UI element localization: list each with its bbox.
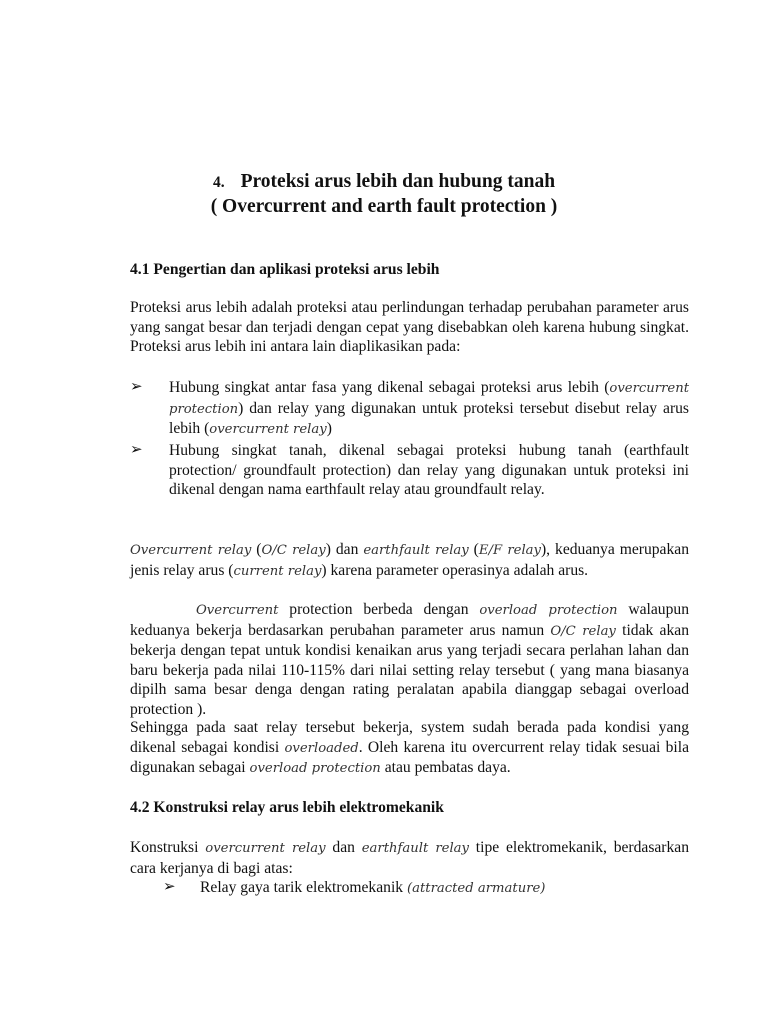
chapter-title-text: Proteksi arus lebih dan hubung tanah <box>240 171 556 192</box>
overloaded-paragraph: Sehingga pada saat relay tersebut bekerja, system sudah berada pada kondisi yang dikenal sebagai kondisi overloaded. Oleh karena itu overcurrent relay tidak sesuai bila digunakan sebagai overload protection atau pembatas daya. <box>130 719 690 777</box>
relay-types-paragraph: Overcurrent relay (O/C relay) dan earthfault relay (E/F relay), keduanya merupakan jenis relay arus (current relay) karena parameter operasinya adalah arus. <box>130 541 689 579</box>
arrow-bullet-icon: ➢ <box>130 379 143 395</box>
chapter-subtitle: ( Overcurrent and earth fault protection ) <box>210 196 558 217</box>
section-heading-4-2: 4.2 Konstruksi relay arus lebih elektromekanik <box>130 799 444 816</box>
bullet-item-2 <box>130 441 689 500</box>
bullet-item-text: Relay gaya tarik elektromekanik (attracted armature) <box>200 879 546 896</box>
chapter-title <box>0 171 768 194</box>
bullet-item-3 <box>163 878 663 899</box>
overload-comparison-paragraph: Overcurrent protection berbeda dengan overload protection walaupun keduanya bekerja berdasarkan perubahan parameter arus namun O/C relay tidak akan bekerja dengan tepat untuk kondisi kenaikan arus yang terjadi secara perlahan lahan dan baru bekerja pada nilai 110-115% dari nilai setting relay tersebut ( yang mana biasanya dipilh sama besar denga dengan rating peralatan apabila dianggap sebagai overload protection ). <box>130 601 689 718</box>
arrow-bullet-icon: ➢ <box>130 442 143 458</box>
arrow-bullet-icon: ➢ <box>163 879 176 895</box>
section-heading-4-1: 4.1 Pengertian dan aplikasi proteksi arus lebih <box>130 261 440 278</box>
intro-paragraph: Proteksi arus lebih adalah proteksi atau perlindungan terhadap perubahan parameter arus yang sangat besar dan terjadi dengan cepat yang disebabkan oleh karena hubung singkat. Proteksi arus lebih ini antara lain diaplikasikan pada: <box>130 299 689 356</box>
construction-paragraph: Konstruksi overcurrent relay dan earthfault relay tipe elektromekanik, berdasarkan cara kerjanya di bagi atas: <box>130 839 690 877</box>
bullet-item-text: Hubung singkat tanah, dikenal sebagai proteksi hubung tanah (earthfault protection/ groundfault protection) dan relay yang digunakan untuk proteksi ini dikenal dengan nama earthfault relay atau groundfault relay. <box>169 442 689 499</box>
chapter-number: 4. <box>212 174 225 191</box>
bullet-item-1 <box>130 378 689 440</box>
bullet-item-text: Hubung singkat antar fasa yang dikenal sebagai proteksi arus lebih (overcurrent protection) dan relay yang digunakan untuk proteksi tersebut disebut relay arus lebih (overcurrent relay) <box>169 379 689 438</box>
